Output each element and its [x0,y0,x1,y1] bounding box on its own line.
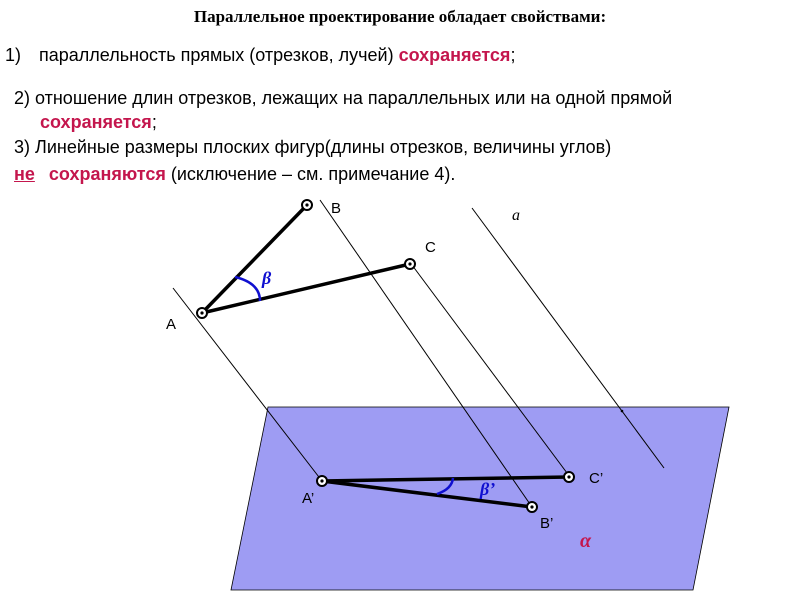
point-a-proj-center [320,479,323,482]
point-c-center [408,262,411,265]
label-c: C [425,239,436,256]
label-b-proj: B’ [540,515,554,532]
segment-ab [202,205,307,313]
segment-ac [202,264,410,313]
label-b: B [331,200,342,217]
property-1-text: параллельность прямых (отрезков, лучей) [39,45,399,65]
property-1-highlight: сохраняется [398,45,511,65]
label-beta-proj: β’ [480,479,496,499]
property-3-highlight: сохраняются [48,164,166,184]
label-c-proj: C’ [589,470,604,487]
label-beta: β [262,268,272,288]
point-c-proj-center [567,475,570,478]
point-a-center [200,311,203,314]
property-2-end: ; [151,112,157,132]
projecting-line-a [173,288,322,481]
page-title: Параллельное проектирование обладает свойствами: [193,7,607,26]
point-b-proj-center [530,505,533,508]
property-2-highlight: сохраняется [40,112,152,132]
label-direction-a: a [512,207,520,224]
property-3-negation: не [14,164,35,184]
property-3: 3) Линейные размеры плоских фигур(длины отрезков, величины углов) [14,137,612,157]
label-plane-alpha: α [580,530,592,552]
property-3-end: (исключение – см. примечание 4). [165,164,456,184]
angle-arc-beta [235,277,260,301]
property-1-number: 1) [5,45,22,65]
point-b-center [305,203,308,206]
plane-marker-dot [621,410,624,413]
label-a: A [166,316,177,333]
label-a-proj: A’ [302,490,315,507]
property-1-end: ; [510,45,516,65]
property-2: 2) отношение длин отрезков, лежащих на параллельных или на одной прямой [14,88,673,108]
